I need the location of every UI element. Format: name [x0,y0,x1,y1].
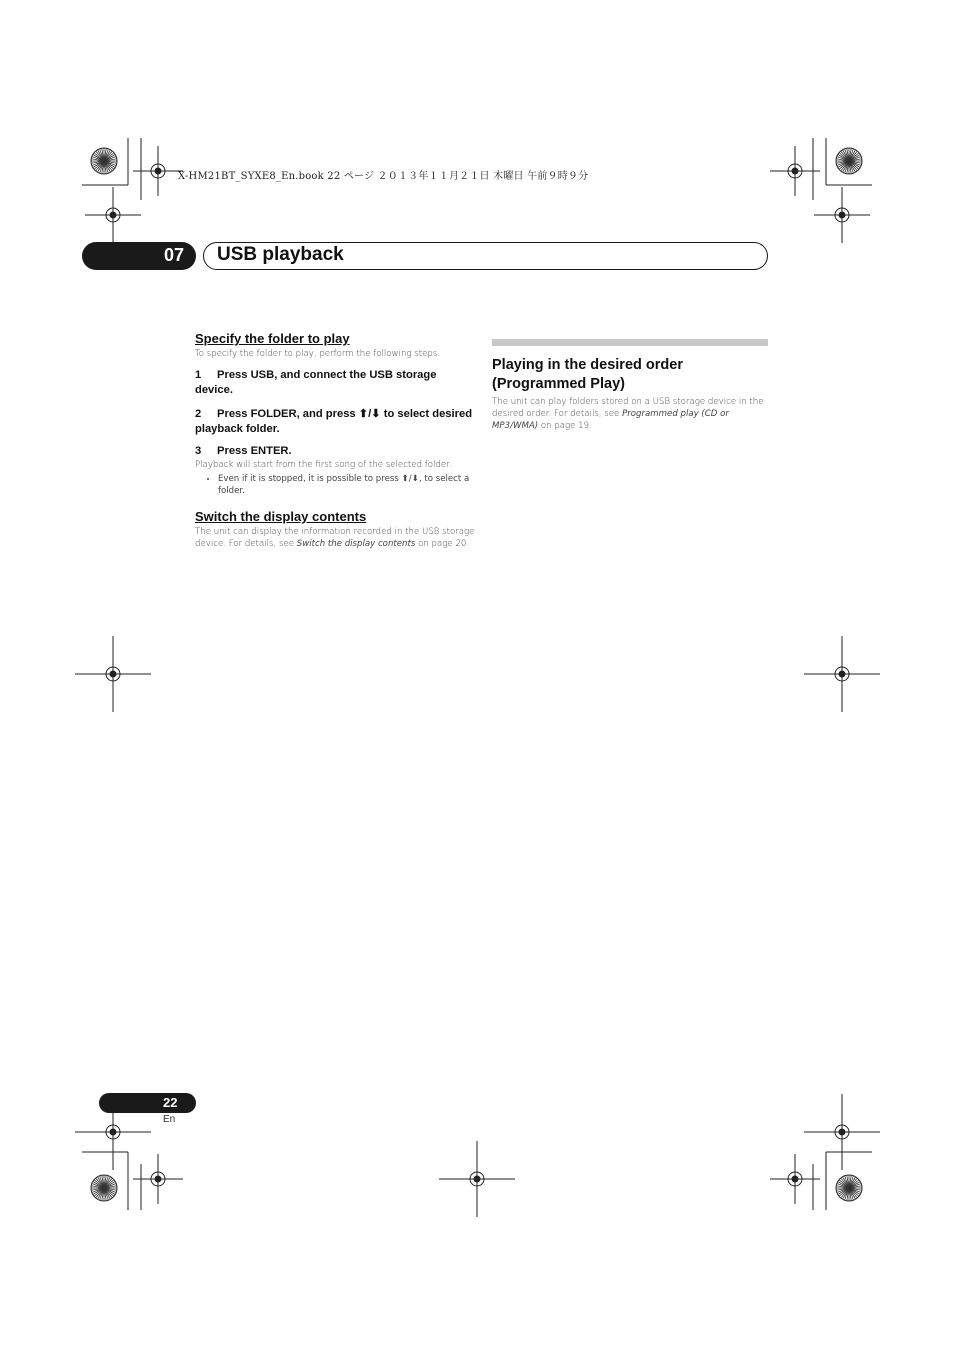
section-rule [492,339,768,346]
crosshair-dot [110,671,117,678]
step-1-number: 1 [195,369,202,381]
crosshair-dot [110,1129,117,1136]
note-text-post: , to select a folder. [218,474,470,496]
step-3 [195,444,475,459]
switch-display-body-pre: The unit can display the information recorded in the USB storage device. For details, see [195,527,475,549]
page-number: 22 [163,1095,178,1110]
crosshair-dot [155,1176,162,1183]
step-2-number: 2 [195,408,202,420]
page-number-pill [99,1093,196,1113]
note-text-pre: Even if it is stopped, it is possible to press [218,474,402,484]
crosshair-dot [839,1129,846,1136]
step-2 [195,407,475,437]
specify-folder-intro: To specify the folder to play, perform the following steps. [195,349,441,359]
programmed-play-body [492,396,768,432]
chapter-number: 07 [164,245,185,265]
step-1-text: Press USB, and connect the USB storage device. [195,369,437,396]
programmed-play-reference: Programmed play (CD or MP3/WMA) [492,409,729,431]
up-arrow-icon: ⬆ [401,474,409,484]
step-1 [195,368,475,398]
programmed-play-body-post: on page 19. [538,421,592,431]
specify-folder-heading: Specify the folder to play [195,331,350,346]
step-3-text: Press ENTER. [217,445,292,457]
crosshair-dot [155,168,162,175]
step-2-text-pre: Press FOLDER, and press [217,408,359,420]
crosshair-dot [839,212,846,219]
step-2-text-post: to select desired playback folder. [195,408,473,435]
chapter-title: USB playback [217,244,344,265]
up-arrow-icon: ⬆ [358,408,369,420]
switch-display-body [195,526,475,550]
down-arrow-icon: ⬇ [371,408,381,420]
arrow-separator: / [408,474,412,484]
crosshair-dot [792,168,799,175]
crosshair-dot [474,1176,481,1183]
left-column [195,331,475,550]
note-list [195,473,475,497]
down-arrow-icon: ⬇ [411,474,419,484]
page-language: En [163,1114,176,1125]
switch-display-reference: Switch the display contents [296,539,416,549]
right-column [492,339,768,432]
print-header-info: X-HM21BT_SYXE8_En.book 22 ページ ２０１３年１１月２１日 木曜日 午前９時９分 [178,171,589,182]
programmed-play-heading: Playing in the desired order (Programmed Play) [492,357,683,392]
step-3-body: Playback will start from the first song of the selected folder. [195,460,452,470]
programmed-play-body-pre: The unit can play folders stored on a USB storage device in the desired order. For details, see [492,397,764,419]
step-3-number: 3 [195,445,202,457]
switch-display-heading: Switch the display contents [195,509,367,524]
crosshair-dot [839,671,846,678]
note-item [218,473,475,497]
crosshair-dot [792,1176,799,1183]
crosshair-dot [110,212,117,219]
switch-display-body-post: on page 20. [415,539,470,549]
arrow-separator: / [368,408,372,420]
